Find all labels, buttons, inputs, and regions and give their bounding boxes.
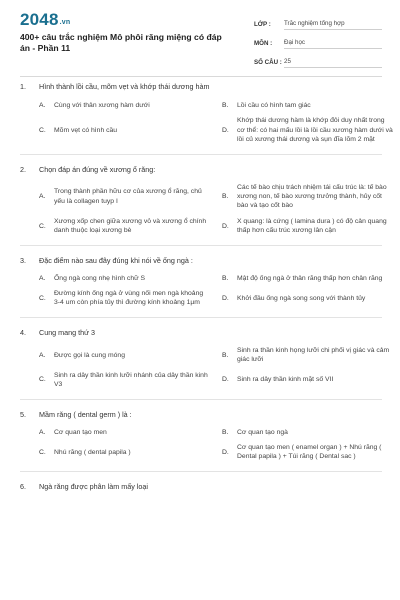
question-text: Cung mang thứ 3 <box>39 327 95 337</box>
option-text: Cơ quan tạo men <box>54 428 107 436</box>
question-number: 4. <box>20 327 26 337</box>
question-item <box>0 472 400 492</box>
meta-label: MÔN : <box>254 40 273 47</box>
option-text: Đường kính ống ngà ở vùng nối men ngà khoảng 3-4 um còn phía tủy thì đường kính khoảng 1µm <box>54 290 204 307</box>
header-divider <box>20 76 382 77</box>
question-header <box>0 482 400 492</box>
option-letter: A. <box>39 193 46 201</box>
option-text: Cùng với thân xương hàm dưới <box>54 102 150 109</box>
meta-value: 25 <box>284 58 382 68</box>
option-letter: A. <box>39 351 46 359</box>
option-row <box>0 346 400 365</box>
option-text: Mật độ ống ngà ở thân răng thấp hơn chân răng <box>237 274 383 282</box>
answer-option-d[interactable] <box>211 217 394 236</box>
option-row <box>0 428 400 437</box>
document-meta <box>254 13 382 70</box>
question-header <box>0 82 400 92</box>
option-letter: C. <box>39 448 46 456</box>
option-text: Sinh ra dây thần kinh lưỡi nhánh của dây thần kinh V3 <box>54 371 208 389</box>
answer-option-c[interactable] <box>0 371 211 390</box>
option-text: Ống ngà cong nhẹ hình chữ S <box>54 274 146 282</box>
answer-option-b[interactable] <box>211 346 394 365</box>
answer-option-b[interactable] <box>211 428 394 437</box>
option-letter: B. <box>222 428 229 436</box>
option-text: X quang: là cứng ( lamina dura ) có độ cản quang thấp hơn cấu trúc xương lân cận <box>237 217 387 235</box>
option-letter: A. <box>39 428 46 436</box>
answer-option-b[interactable] <box>211 274 394 283</box>
option-row <box>0 183 400 211</box>
answer-options <box>0 183 400 236</box>
option-row <box>0 217 400 236</box>
option-letter: C. <box>39 126 46 134</box>
option-text: Khởi đầu ống ngà song song với thành tủy <box>237 294 366 302</box>
question-item <box>0 246 400 318</box>
answer-option-d[interactable] <box>211 371 394 390</box>
answer-option-c[interactable] <box>0 289 211 308</box>
option-letter: D. <box>222 294 229 302</box>
meta-value: Trắc nghiệm tổng hợp <box>284 20 382 30</box>
answer-option-a[interactable] <box>0 183 211 211</box>
answer-option-c[interactable] <box>0 116 211 144</box>
answer-option-c[interactable] <box>0 443 211 462</box>
option-letter: C. <box>39 222 46 230</box>
option-text: Cơ quan tạo men ( enamel organ ) + Nhú răng ( Dental papila ) + Túi răng ( Dental sac ) <box>237 443 382 461</box>
option-row <box>0 101 400 110</box>
option-letter: A. <box>39 274 46 282</box>
meta-row-class <box>254 13 382 30</box>
answer-option-d[interactable] <box>211 289 394 308</box>
question-header <box>0 328 400 338</box>
option-text: Khớp thái dương hàm là khớp đôi duy nhất trong cơ thể: có hai mấu lồi là lồi cầu xương hàm dưới và lồi củ xương thái dương và sụn đĩa lõm 2 mặt <box>237 117 393 144</box>
option-text: Cơ quan tạo ngà <box>237 428 288 436</box>
option-row <box>0 371 400 390</box>
question-number: 5. <box>20 409 26 419</box>
option-letter: B. <box>222 102 229 109</box>
question-list <box>0 79 400 492</box>
option-letter: D. <box>222 448 229 456</box>
logo-text: 2048 <box>20 10 59 29</box>
answer-options <box>0 428 400 462</box>
answer-options <box>0 346 400 390</box>
option-row <box>0 274 400 283</box>
header <box>0 0 400 70</box>
question-item <box>0 400 400 472</box>
option-text: Lồi cầu có hình tam giác <box>237 102 311 109</box>
option-text: Được gọi là cung móng <box>54 351 125 359</box>
meta-value: Đại học <box>284 39 382 49</box>
answer-options <box>0 274 400 308</box>
answer-option-a[interactable] <box>0 101 211 110</box>
option-text: Sinh ra thần kinh họng lưỡi chi phối vị giác và cảm giác lưỡi <box>237 346 390 364</box>
answer-option-a[interactable] <box>0 274 211 283</box>
question-header <box>0 256 400 266</box>
question-number: 1. <box>20 82 26 91</box>
option-text: Sinh ra dây thần kinh mặt số VII <box>237 376 334 384</box>
answer-option-d[interactable] <box>211 443 394 462</box>
answer-option-b[interactable] <box>211 101 394 110</box>
question-text: Chọn đáp án đúng về xương ổ răng: <box>39 164 156 174</box>
option-text: Mõm vẹt có hình cầu <box>54 126 118 134</box>
answer-option-a[interactable] <box>0 428 211 437</box>
meta-label: SỐ CÂU : <box>254 59 282 66</box>
option-letter: D. <box>222 222 229 230</box>
answer-option-d[interactable] <box>211 116 394 144</box>
question-item <box>0 318 400 400</box>
question-text: Mầm răng ( dental germ ) là : <box>39 409 132 419</box>
question-item <box>0 155 400 246</box>
answer-option-c[interactable] <box>0 217 211 236</box>
option-letter: D. <box>222 376 229 384</box>
answer-option-a[interactable] <box>0 346 211 365</box>
meta-label: LỚP : <box>254 21 271 28</box>
option-letter: C. <box>39 376 46 384</box>
question-number: 3. <box>20 255 26 265</box>
answer-options <box>0 101 400 145</box>
document-title: 400+ câu trắc nghiệm Mô phôi răng miệng có đáp án - Phần 11 <box>20 32 222 53</box>
meta-row-subject <box>254 32 382 49</box>
option-row <box>0 443 400 462</box>
option-text: Các tế bào chịu trách nhiệm tái cấu trúc là: tế bào xương non, tế bào xương trưởng thành, hủy cốt bào và tạo cốt bào <box>237 183 387 210</box>
question-text: Đặc điểm nào sau đây đúng khi nói về ống ngà : <box>39 255 193 265</box>
answer-option-b[interactable] <box>211 183 394 211</box>
option-letter: D. <box>222 126 229 134</box>
option-letter: B. <box>222 274 229 282</box>
question-header <box>0 165 400 175</box>
option-letter: B. <box>222 193 229 201</box>
question-text: Hình thành lồi cầu, mõm vẹt và khớp thái dương hàm <box>39 82 210 91</box>
question-header <box>0 410 400 420</box>
option-text: Xương xốp chen giữa xương vỏ và xương ổ chính danh thuộc loại xương bè <box>54 217 207 235</box>
option-text: Nhú răng ( dental papila ) <box>54 448 131 456</box>
option-row <box>0 116 400 144</box>
option-letter: C. <box>39 294 46 302</box>
option-letter: B. <box>222 351 229 359</box>
question-number: 2. <box>20 164 26 174</box>
question-number: 6. <box>20 481 26 491</box>
question-text: Ngà răng được phân làm mấy loại <box>39 481 149 491</box>
question-item <box>0 79 400 155</box>
logo-suffix: .vn <box>59 19 71 26</box>
option-row <box>0 289 400 308</box>
option-text: Trong thành phần hữu cơ của xương ổ răng, chủ yếu là collagen tuyp I <box>54 188 202 205</box>
site-logo[interactable] <box>20 11 70 33</box>
option-letter: A. <box>39 102 46 109</box>
meta-row-count <box>254 51 382 68</box>
